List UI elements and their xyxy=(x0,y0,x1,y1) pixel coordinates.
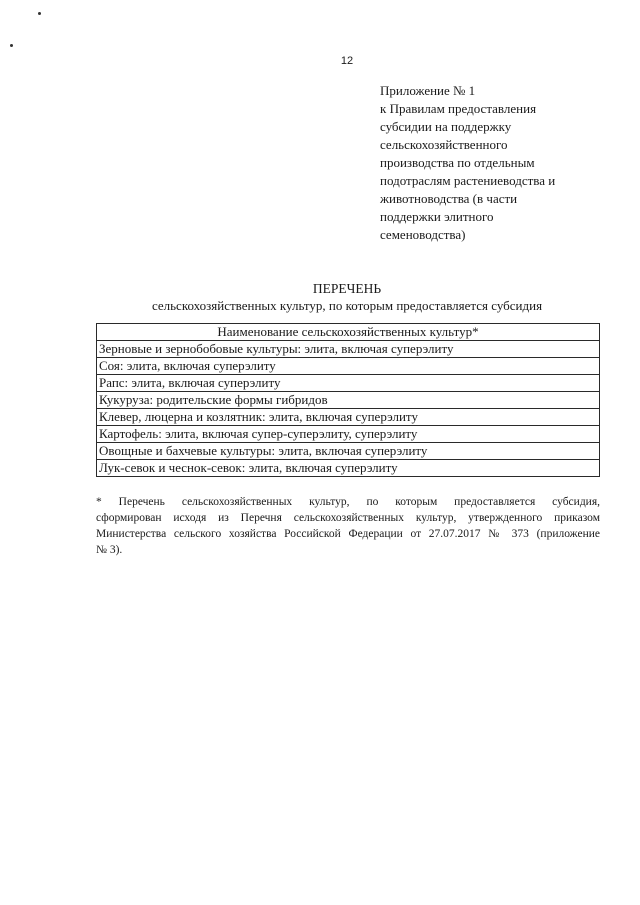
table-cell: Картофель: элита, включая супер-суперэлиту, суперэлиту xyxy=(97,426,600,443)
appendix-caption xyxy=(380,82,610,244)
table-cell: Кукуруза: родительские формы гибридов xyxy=(97,392,600,409)
appendix-line: субсидии на поддержку xyxy=(380,119,512,134)
table-row xyxy=(97,341,600,358)
appendix-line: подотраслям растениеводства и xyxy=(380,173,556,188)
table-row xyxy=(97,358,600,375)
table-row xyxy=(97,443,600,460)
appendix-line: животноводства (в части xyxy=(380,191,518,206)
list-title: ПЕРЕЧЕНЬ xyxy=(312,281,382,296)
appendix-line: Приложение № 1 xyxy=(380,83,476,98)
appendix-line: семеноводства) xyxy=(380,227,466,242)
appendix-line: поддержки элитного xyxy=(380,209,494,224)
table-header-cell: Наименование сельскохозяйственных культур* xyxy=(97,324,600,341)
table-cell: Лук-севок и чеснок-севок: элита, включая суперэлиту xyxy=(97,460,600,477)
crops-table xyxy=(96,323,600,477)
appendix-line: производства по отдельным xyxy=(380,155,535,170)
appendix-line: сельскохозяйственного xyxy=(380,137,508,152)
table-cell: Зерновые и зернобобовые культуры: элита, включая суперэлиту xyxy=(97,341,600,358)
table-header-row xyxy=(97,324,600,341)
table-row xyxy=(97,375,600,392)
table-cell: Рапс: элита, включая суперэлиту xyxy=(97,375,600,392)
footnote-line: * Перечень сельскохозяйственных культур, по которым предоставляется субсидия, xyxy=(96,496,600,508)
footnote-line: Министерства сельского хозяйства Российской Федерации от 27.07.2017 № 373 (приложение xyxy=(96,528,600,540)
footnote-line: сформирован исходя из Перечня сельскохозяйственных культур, утвержденного приказом xyxy=(96,512,600,524)
page-number: 12 xyxy=(340,55,354,67)
table-row xyxy=(97,460,600,477)
list-subtitle: сельскохозяйственных культур, по которым предоставляется субсидия xyxy=(151,298,543,313)
footnote-line: № 3). xyxy=(96,544,123,556)
scan-speck xyxy=(38,12,41,15)
table-row xyxy=(97,392,600,409)
table-cell: Соя: элита, включая суперэлиту xyxy=(97,358,600,375)
appendix-line: к Правилам предоставления xyxy=(380,101,537,116)
table-cell: Овощные и бахчевые культуры: элита, включая суперэлиту xyxy=(97,443,600,460)
table-cell: Клевер, люцерна и козлятник: элита, включая суперэлиту xyxy=(97,409,600,426)
table-row xyxy=(97,426,600,443)
table-row xyxy=(97,409,600,426)
footnote xyxy=(96,494,600,558)
scan-speck xyxy=(10,44,13,47)
